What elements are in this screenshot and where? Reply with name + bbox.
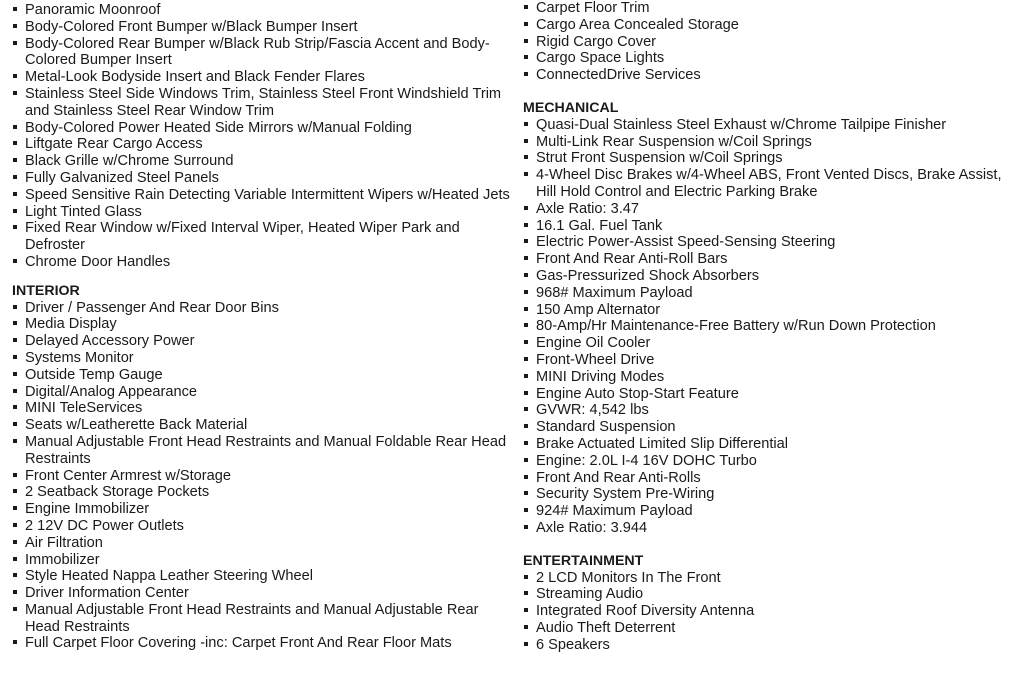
feature-item: 16.1 Gal. Fuel Tank (523, 218, 1021, 235)
feature-item: Body-Colored Rear Bumper w/Black Rub Strip/Fascia Accent and Body-Colored Bumper Insert (12, 36, 512, 70)
interior-list (12, 300, 512, 653)
feature-item: Gas-Pressurized Shock Absorbers (523, 268, 1021, 285)
feature-item: Full Carpet Floor Covering -inc: Carpet Front And Rear Floor Mats (12, 635, 512, 652)
feature-item: Carpet Floor Trim (523, 0, 1021, 17)
feature-item: Engine Immobilizer (12, 501, 512, 518)
feature-item: 150 Amp Alternator (523, 302, 1021, 319)
feature-item: Fully Galvanized Steel Panels (12, 170, 512, 187)
feature-item: ConnectedDrive Services (523, 67, 1021, 84)
feature-item: 6 Speakers (523, 637, 1021, 654)
feature-item: Delayed Accessory Power (12, 333, 512, 350)
left-column (12, 2, 512, 652)
feature-item: Cargo Area Concealed Storage (523, 17, 1021, 34)
feature-item: GVWR: 4,542 lbs (523, 402, 1021, 419)
feature-item: Engine Oil Cooler (523, 335, 1021, 352)
feature-item: Driver Information Center (12, 585, 512, 602)
feature-item: Media Display (12, 316, 512, 333)
feature-item: 80-Amp/Hr Maintenance-Free Battery w/Run Down Protection (523, 318, 1021, 335)
feature-item: Immobilizer (12, 552, 512, 569)
feature-item: Integrated Roof Diversity Antenna (523, 603, 1021, 620)
feature-item: Style Heated Nappa Leather Steering Wheel (12, 568, 512, 585)
feature-item: Quasi-Dual Stainless Steel Exhaust w/Chrome Tailpipe Finisher (523, 117, 1021, 134)
right-column (523, 0, 1021, 653)
interior-section (12, 283, 512, 653)
feature-item: Front And Rear Anti-Roll Bars (523, 251, 1021, 268)
feature-item: Fixed Rear Window w/Fixed Interval Wiper, Heated Wiper Park and Defroster (12, 220, 512, 254)
feature-item: 968# Maximum Payload (523, 285, 1021, 302)
feature-item: Engine Auto Stop-Start Feature (523, 386, 1021, 403)
feature-item: Stainless Steel Side Windows Trim, Stainless Steel Front Windshield Trim and Stainless Steel Rear Window Trim (12, 86, 512, 120)
feature-item: 2 LCD Monitors In The Front (523, 570, 1021, 587)
feature-item: Body-Colored Power Heated Side Mirrors w/Manual Folding (12, 120, 512, 137)
feature-item: Rigid Cargo Cover (523, 34, 1021, 51)
feature-item: Light Tinted Glass (12, 204, 512, 221)
feature-item: 924# Maximum Payload (523, 503, 1021, 520)
feature-item: Black Grille w/Chrome Surround (12, 153, 512, 170)
feature-item: Strut Front Suspension w/Coil Springs (523, 150, 1021, 167)
feature-item: Manual Adjustable Front Head Restraints and Manual Foldable Rear Head Restraints (12, 434, 512, 468)
feature-item: Systems Monitor (12, 350, 512, 367)
feature-item: Brake Actuated Limited Slip Differential (523, 436, 1021, 453)
feature-item: Electric Power-Assist Speed-Sensing Steering (523, 234, 1021, 251)
feature-item: Outside Temp Gauge (12, 367, 512, 384)
feature-item: Engine: 2.0L I-4 16V DOHC Turbo (523, 453, 1021, 470)
feature-item: MINI Driving Modes (523, 369, 1021, 386)
feature-item: MINI TeleServices (12, 400, 512, 417)
cargo-list (523, 0, 1021, 84)
feature-item: Front Center Armrest w/Storage (12, 468, 512, 485)
feature-item: Axle Ratio: 3.944 (523, 520, 1021, 537)
feature-item: Standard Suspension (523, 419, 1021, 436)
exterior-list (12, 2, 512, 271)
feature-item: Multi-Link Rear Suspension w/Coil Springs (523, 134, 1021, 151)
feature-item: Digital/Analog Appearance (12, 384, 512, 401)
interior-heading: INTERIOR (12, 282, 80, 299)
feature-item: Metal-Look Bodyside Insert and Black Fender Flares (12, 69, 512, 86)
feature-item: Air Filtration (12, 535, 512, 552)
feature-item: Manual Adjustable Front Head Restraints and Manual Adjustable Rear Head Restraints (12, 602, 512, 636)
feature-item: Seats w/Leatherette Back Material (12, 417, 512, 434)
feature-item: Security System Pre-Wiring (523, 486, 1021, 503)
feature-item: 4-Wheel Disc Brakes w/4-Wheel ABS, Front Vented Discs, Brake Assist, Hill Hold Control and Electric Parking Brake (523, 167, 1021, 201)
entertainment-list (523, 570, 1021, 654)
feature-item: Audio Theft Deterrent (523, 620, 1021, 637)
mechanical-heading: MECHANICAL (523, 99, 619, 116)
feature-item: Chrome Door Handles (12, 254, 512, 271)
feature-item: Driver / Passenger And Rear Door Bins (12, 300, 512, 317)
feature-item: Front-Wheel Drive (523, 352, 1021, 369)
feature-item: Liftgate Rear Cargo Access (12, 136, 512, 153)
mechanical-section (523, 100, 1021, 537)
entertainment-heading: ENTERTAINMENT (523, 552, 644, 569)
feature-item: Streaming Audio (523, 586, 1021, 603)
feature-item: Cargo Space Lights (523, 50, 1021, 67)
feature-item: Speed Sensitive Rain Detecting Variable Intermittent Wipers w/Heated Jets (12, 187, 512, 204)
feature-item: Axle Ratio: 3.47 (523, 201, 1021, 218)
entertainment-section (523, 553, 1021, 654)
feature-item: 2 12V DC Power Outlets (12, 518, 512, 535)
mechanical-list (523, 117, 1021, 537)
feature-item: Body-Colored Front Bumper w/Black Bumper Insert (12, 19, 512, 36)
feature-item: Panoramic Moonroof (12, 2, 512, 19)
feature-item: Front And Rear Anti-Rolls (523, 470, 1021, 487)
feature-item: 2 Seatback Storage Pockets (12, 484, 512, 501)
